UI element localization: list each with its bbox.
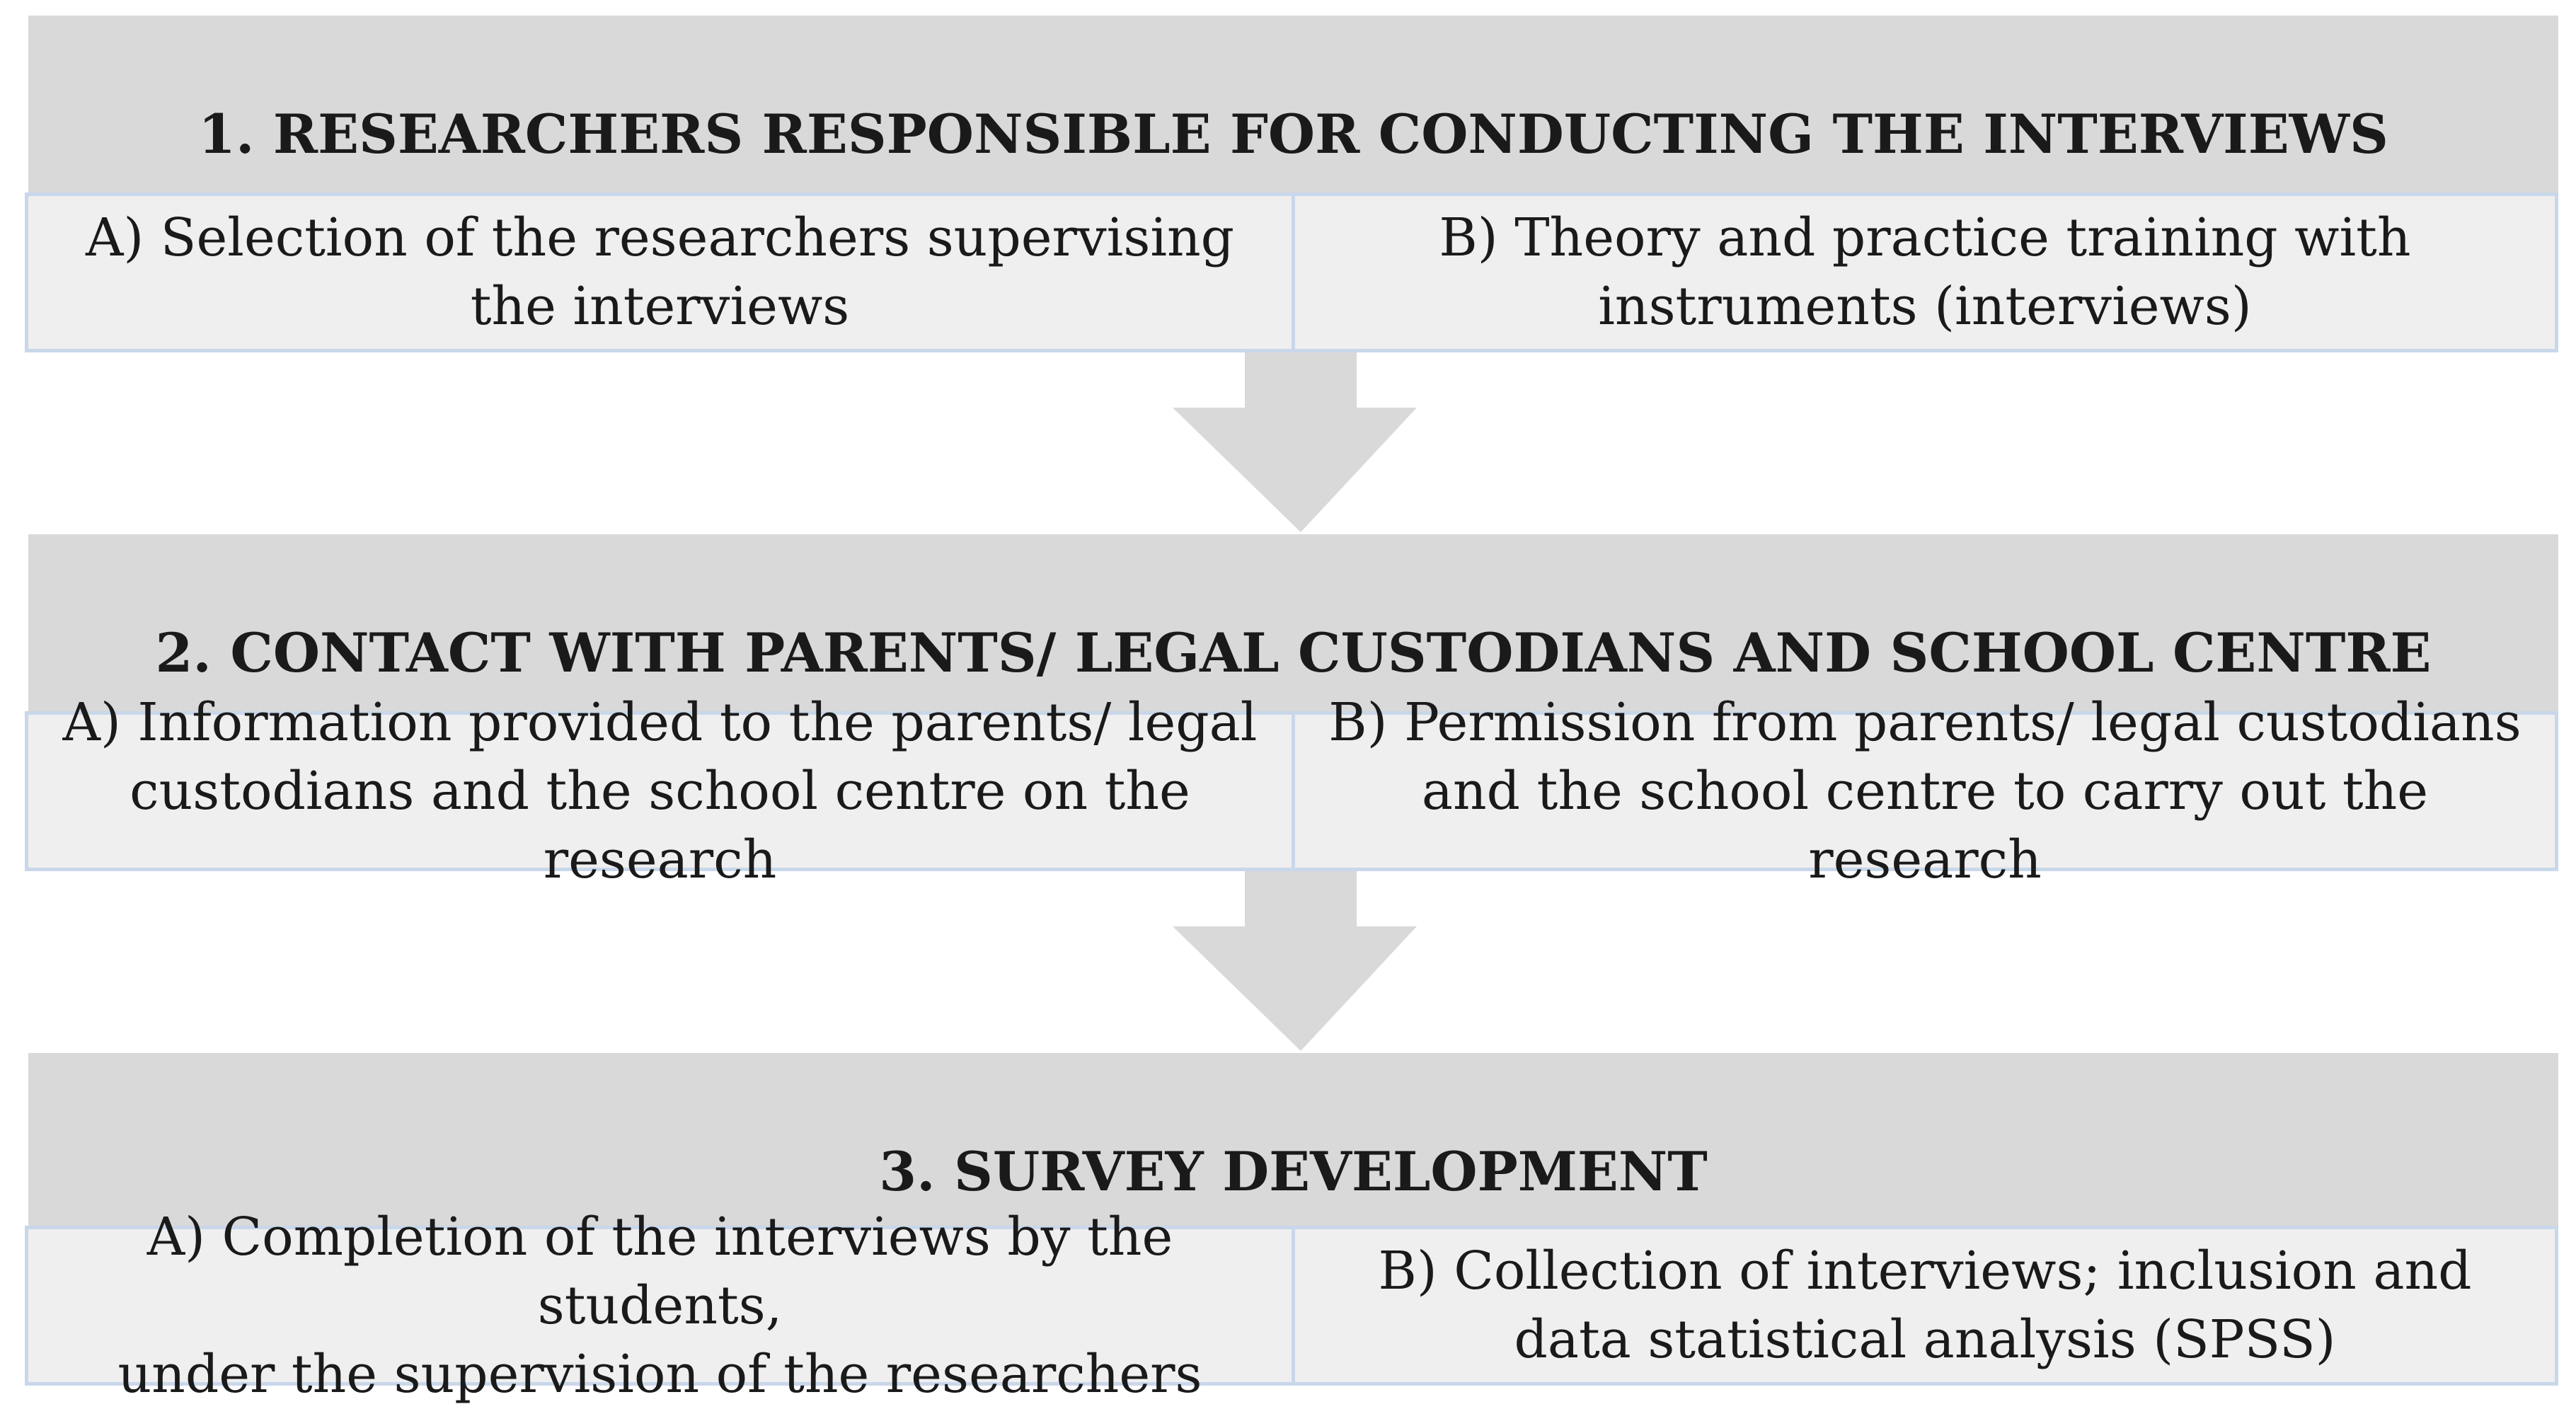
down-arrow-icon-2 (0, 871, 2576, 1055)
step-1-cell-a-line-1: A) Selection of the researchers supervising (85, 207, 1235, 268)
step-2-cell-b-line-1: B) Permission from parents/ legal custodians (1328, 691, 2522, 753)
down-arrow-shape-2 (1173, 871, 1417, 1051)
down-arrow-shape-1 (1173, 352, 1417, 532)
step-2-title: 2. CONTACT WITH PARENTS/ LEGAL CUSTODIANS AND SCHOOL CENTRE (28, 534, 2558, 711)
step-1-cell-a (25, 192, 1295, 352)
step-1-cell-b-line-2: instruments (interviews) (1598, 276, 2252, 337)
step-1-row (25, 192, 2562, 352)
step-1-cell-b (1292, 192, 2558, 352)
step-1-title: 1. RESEARCHERS RESPONSIBLE FOR CONDUCTING THE INTERVIEWS (28, 16, 2558, 192)
step-1-cell-a-line-2: the interviews (470, 276, 850, 337)
step-3-title: 3. SURVEY DEVELOPMENT (28, 1053, 2558, 1230)
step-3-cell-b-line-2: data statistical analysis (SPSS) (1514, 1309, 2336, 1370)
step-2-cell-a (25, 691, 1295, 890)
step-2-cell-a-line-1: A) Information provided to the parents/ legal (62, 691, 1258, 753)
step-3-cell-b-line-1: B) Collection of interviews; inclusion and (1378, 1241, 2472, 1301)
step-3-cell-a-line-2: under the supervision of the researchers (117, 1343, 1202, 1405)
step-1-cell-b-line-1: B) Theory and practice training with (1439, 207, 2411, 268)
down-arrow-icon-1 (0, 352, 2576, 536)
step-3-row (25, 1206, 2562, 1405)
step-3-cell-a-line-1: A) Completion of the interviews by the students, (146, 1206, 1173, 1336)
step-2-cell-b (1292, 691, 2558, 890)
step-2-cell-b-line-2: and the school centre to carry out the research (1421, 760, 2429, 890)
step-2-cell-a-line-2: custodians and the school centre on the research (130, 760, 1190, 890)
step-2-row (25, 691, 2562, 890)
step-3-cell-a (25, 1206, 1295, 1405)
step-3-cell-b (1292, 1226, 2558, 1386)
